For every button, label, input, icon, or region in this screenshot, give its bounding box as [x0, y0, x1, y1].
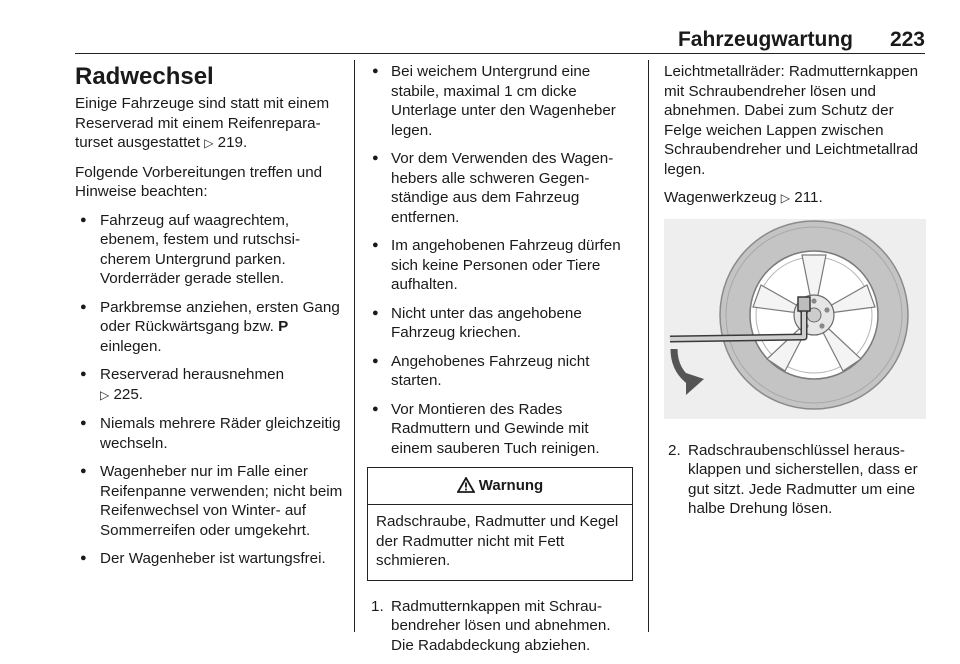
reference-arrow-icon: ▷ — [204, 136, 214, 150]
warning-box — [367, 467, 633, 581]
column-divider-1 — [354, 60, 355, 632]
list-item: ● Vor dem Verwenden des Wagenhebers alle schweren Gegenständige aus dem Fahrzeug entfernen. — [367, 149, 633, 227]
column-3 — [664, 62, 926, 528]
reference-arrow-icon: ▷ — [780, 191, 791, 205]
column-2 — [367, 62, 633, 664]
list-item: ● Nicht unter das angehobene Fahrzeug kriechen. — [367, 304, 633, 343]
page-header — [75, 22, 925, 54]
warning-header — [368, 468, 632, 505]
preparation-list — [75, 211, 343, 569]
warning-title: Warnung — [478, 477, 544, 494]
alloy-wheel-paragraph: Leichtmetallräder: Radmutternkappen mit Schraubendreher lösen und abnehmen. Dabei zum Schutz der Felge weichen Lappen zwischen Schraubendreher und Leichtmetallrad legen. — [664, 63, 919, 178]
page-number: 223 — [889, 28, 925, 51]
page-reference[interactable]: 211. — [794, 189, 823, 206]
list-item: ● Niemals mehrere Räder gleichzeitig wechseln. — [75, 414, 343, 453]
safety-list — [367, 62, 633, 458]
list-item: ● Reserverad herausnehmen ▷ 225. — [75, 365, 343, 405]
step-item: 2. Radschraubenschlüssel herausklappen und sicherstellen, dass er gut sitzt. Jede Radmutter um eine halbe Drehung lösen. — [668, 441, 918, 517]
page-reference[interactable]: 225. — [113, 385, 144, 403]
list-item: ● Parkbremse anziehen, ersten Gang oder Rückwärtsgang bzw. P einlegen. — [75, 298, 343, 357]
preparation-paragraph: Folgende Vorbereitungen treffen und Hinweise beachten: — [75, 163, 323, 200]
intro-paragraph: Einige Fahrzeuge sind statt mit einem Reserverad mit einem Reifenreparaturset ausgestattet ▷ 219. — [75, 95, 330, 151]
list-item: ● Der Wagenheber ist wartungsfrei. — [75, 549, 343, 569]
steps-list — [367, 597, 633, 656]
reference-arrow-icon: ▷ — [100, 387, 110, 402]
header-rule — [75, 53, 925, 54]
gear-symbol: P — [278, 318, 289, 335]
list-item: ● Fahrzeug auf waagrechtem, ebenem, festem und rutschsicherem Untergrund parken. Vorderräder gerade stellen. — [75, 211, 343, 289]
step-number: 2. — [668, 441, 681, 459]
list-item: ● Bei weichem Untergrund eine stabile, maximal 1 cm dicke Unterlage unter den Wagenheber legen. — [367, 62, 633, 140]
column-1 — [75, 62, 343, 578]
tool-paragraph: Wagenwerkzeug ▷ 211. — [664, 189, 823, 206]
header-title: Fahrzeugwartung — [677, 28, 853, 51]
step-item: 1. Radmutternkappen mit Schraubendreher lösen und abnehmen. Die Radabdeckung abziehen. — [371, 597, 611, 654]
list-item: ● Im angehobenen Fahrzeug dürfen sich keine Personen oder Tiere aufhalten. — [367, 236, 633, 295]
warning-text: Radschraube, Radmutter und Kegel der Radmutter nicht mit Fett schmieren. — [376, 513, 619, 569]
wheel-wrench-illustration — [664, 219, 926, 419]
list-item: ● Wagenheber nur im Falle einer Reifenpanne verwenden; nicht beim Reifenwechsel von Winter- auf Sommerreifen oder umgekehrt. — [75, 462, 343, 540]
column-divider-2 — [648, 60, 649, 632]
section-heading: Radwechsel — [75, 63, 214, 90]
warning-triangle-icon — [457, 477, 475, 493]
list-item: ● Angehobenes Fahrzeug nicht starten. — [367, 352, 633, 391]
page-reference[interactable]: 219. — [217, 134, 248, 151]
step-number: 1. — [371, 597, 384, 615]
steps-list — [664, 441, 926, 519]
list-item: ● Vor Montieren des Rades Radmuttern und Gewinde mit einem sauberen Tuch reinigen. — [367, 400, 633, 459]
